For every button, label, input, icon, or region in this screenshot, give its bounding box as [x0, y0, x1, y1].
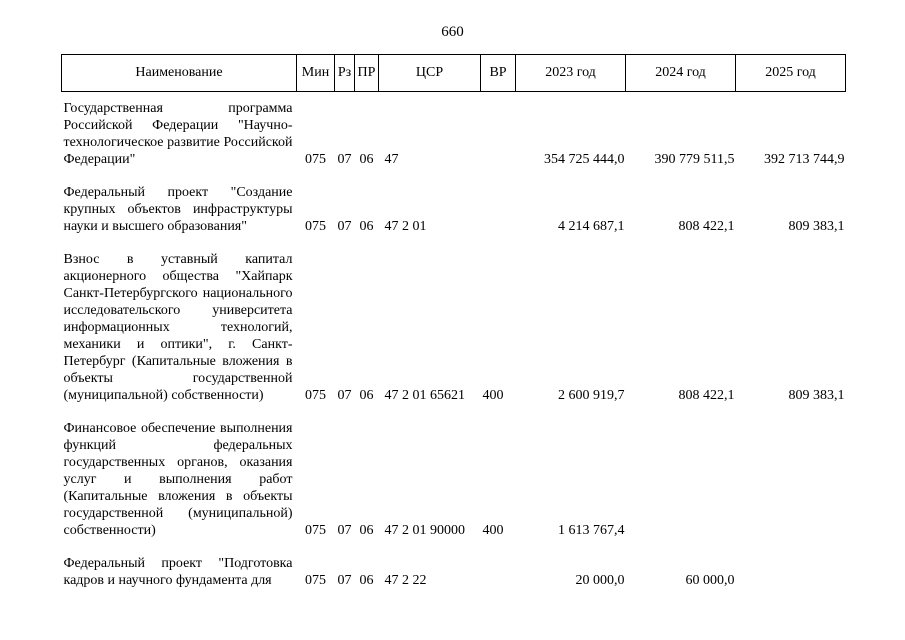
budget-table: [61, 54, 846, 591]
row-name: Взнос в уставный капитал акционерного общества "Хайпарк Санкт-Петербургского национального исследовательского университета информационных технологий, механики и оптики", г. Санкт-Петербург (Капитальные вложения в объекты государственной (муниципальной) собственности): [63, 252, 293, 403]
row-vr: [481, 170, 516, 237]
row-min: 075: [305, 388, 326, 403]
row-2023: 2 600 919,7: [558, 388, 625, 403]
row-min: 075: [305, 573, 326, 588]
row-rz: 07: [337, 152, 352, 167]
table-row: [62, 100, 846, 170]
header-vr: ВР: [481, 55, 516, 92]
row-vr: [481, 541, 516, 591]
row-vr: 400: [482, 388, 504, 403]
row-vr: [481, 100, 516, 170]
header-pr: ПР: [355, 55, 379, 92]
row-2024: 390 779 511,5: [654, 152, 735, 167]
row-2023: 354 725 444,0: [544, 152, 625, 167]
row-csr: 47 2 22: [384, 573, 427, 588]
page-number: 660: [441, 24, 464, 40]
row-csr: 47 2 01 65621: [384, 388, 465, 403]
row-min: 075: [305, 219, 326, 234]
row-2025: [736, 541, 846, 591]
row-name: Государственная программа Российской Федерации "Научно-технологическое развитие Российской Федерации": [63, 101, 293, 167]
row-2023: 4 214 687,1: [558, 219, 625, 234]
header-2023: 2023 год: [516, 55, 626, 92]
row-2025: 392 713 744,9: [764, 152, 845, 167]
row-2025: [736, 406, 846, 541]
table-row: [62, 406, 846, 541]
row-csr: 47 2 01 90000: [384, 523, 465, 538]
table-header: [62, 55, 846, 92]
row-rz: 07: [337, 388, 352, 403]
row-2025: 809 383,1: [788, 219, 845, 234]
row-rz: 07: [337, 219, 352, 234]
row-rz: 07: [337, 573, 352, 588]
row-2025: 809 383,1: [788, 388, 845, 403]
row-2024: 808 422,1: [678, 388, 735, 403]
header-csr: ЦСР: [379, 55, 481, 92]
header-rz: Рз: [335, 55, 355, 92]
row-pr: 06: [359, 152, 374, 167]
table-row: [62, 170, 846, 237]
row-rz: 07: [337, 523, 352, 538]
row-min: 075: [305, 523, 326, 538]
header-2025: 2025 год: [736, 55, 846, 92]
row-2023: 20 000,0: [575, 573, 625, 588]
row-csr: 47: [384, 152, 399, 167]
header-name: Наименование: [62, 55, 297, 92]
row-pr: 06: [359, 388, 374, 403]
row-min: 075: [305, 152, 326, 167]
row-name: Финансовое обеспечение выполнения функций федеральных государственных органов, оказания услуг и выполнения работ (Капитальные вложения в объекты государственной (муниципальной) собственности): [63, 421, 293, 538]
row-2024: [626, 406, 736, 541]
row-vr: 400: [482, 523, 504, 538]
row-name: Федеральный проект "Создание крупных объектов инфраструктуры науки и высшего образования": [63, 185, 293, 234]
header-2024: 2024 год: [626, 55, 736, 92]
row-2024: 808 422,1: [678, 219, 735, 234]
row-2023: 1 613 767,4: [558, 523, 625, 538]
row-pr: 06: [359, 523, 374, 538]
row-2024: 60 000,0: [685, 573, 735, 588]
row-pr: 06: [359, 219, 374, 234]
row-name: Федеральный проект "Подготовка кадров и научного фундамента для: [63, 556, 293, 588]
table-row: [62, 237, 846, 406]
table-row: [62, 541, 846, 591]
header-min: Мин: [297, 55, 335, 92]
row-csr: 47 2 01: [384, 219, 427, 234]
row-pr: 06: [359, 573, 374, 588]
